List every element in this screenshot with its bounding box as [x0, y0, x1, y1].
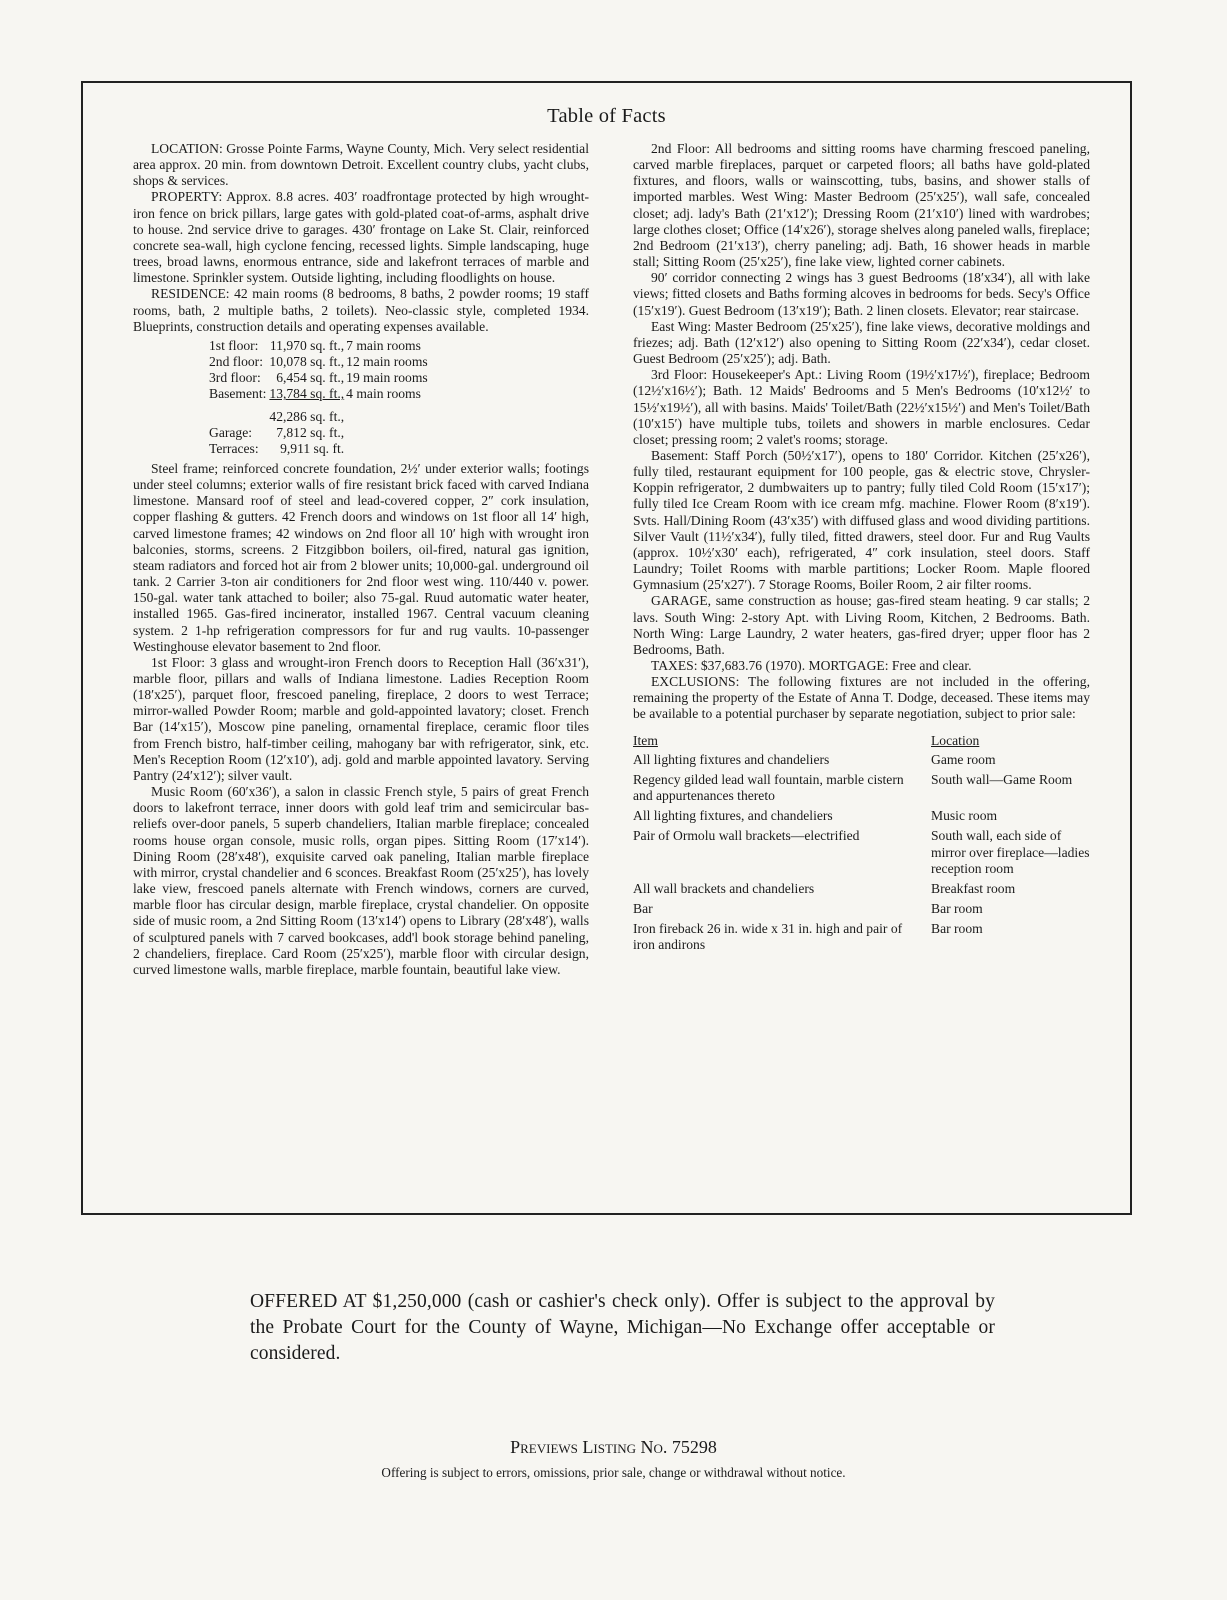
disclaimer: Offering is subject to errors, omissions, prior sale, change or withdrawal without notice.: [381, 1465, 846, 1480]
east-wing-paragraph: East Wing: Master Bedroom (25′x25′), fine lake views, decorative moldings and friezes; adj. Bath (12′x12′) also opening to Sitting Room (22′x34′), cedar closet. Guest Bedroom (25′x25′); adj. Bath.: [633, 318, 1090, 367]
extra-row: Terraces: 9,911 sq. ft.: [209, 440, 345, 456]
property-text: : Approx. 8.8 acres. 403′ roadfrontage protected by high wrought-iron fence on brick pillars, large gates with gold-plated coat-of-arms, asphalt drive to house. 2nd service drive to garages. 430′ frontage on Lake St. Clair, reinforced concrete sea-wall, high cyclone fencing, recessed lights. Simple landscaping, huge trees, broad lawns, enormous entrance, side and lakefront terraces of marble and limestone. Sprinkler system. Outside lighting, including floodlights on house.: [133, 189, 589, 286]
taxes-paragraph: TAXES: $37,683.76 (1970). MORTGAGE: Free and clear.: [651, 658, 972, 673]
construction-paragraph: Steel frame; reinforced concrete foundation, 2½′ under exterior walls; footings under steel columns; exterior walls of fire resistant brick faced with carved Indiana limestone. Mansard roof of steel and lead-covered copper, 2″ cork insulation, copper flashing & gutters. 42 French doors and windows on 1st floor all 14′ high, carved limestone frames; 42 windows on 2nd floor all 10′ high with wrought iron balconies, storms, screens. 2 Fitzgibbon boilers, oil-fired, natural gas ignition, steam radiators and forced hot air from 2 blower units; 10,000-gal. underground oil tank. 2 Carrier 3-ton air conditioners for 2nd floor west wing. 110/440 v. power. 150-gal. water tank attached to boiler; also 75-gal. Ruud automatic water heater, installed 1965. Gas-fired incinerator, installed 1967. Central vacuum cleaning system. 2 1-hp refrigeration compressors for fur and rug vaults. 10-passenger Westinghouse elevator basement to 2nd floor.: [133, 460, 589, 654]
left-column: [133, 141, 589, 978]
location-label: LOCATION: [151, 141, 219, 156]
garage-paragraph: GARAGE, same construction as house; gas-fired steam heating. 9 car stalls; 2 lavs. South Wing: 2-story Apt. with Living Room, Kitchen, 2 Bedrooms. Bath. North Wing: Large Laundry, 2 water heaters, gas-fired dryer; upper floor has 2 Bedrooms, Bath.: [633, 593, 1090, 657]
floor-row: 3rd floor: 6,454 sq. ft., 19 main rooms: [209, 370, 428, 386]
residence-label: RESIDENCE: [151, 286, 226, 302]
residence-text: : 42 main rooms (8 bedrooms, 8 baths, 2 powder rooms; 19 staff rooms, bath, 2 multiple baths, 2 toilets). Neo-classic style, completed 1934. Blueprints, construction details and operating expenses available.: [133, 286, 589, 334]
property-paragraph: [133, 189, 589, 286]
corridor-paragraph: 90′ corridor connecting 2 wings has 3 guest Bedrooms (18′x34′), all with lake views; fitted closets and Baths forming alcoves in bedrooms for beds. Secy's Office (15′x19′). Guest Bedroom (13′x19′); Bath. 2 linen closets. Elevator; rear staircase.: [633, 270, 1090, 318]
right-column: [633, 141, 1090, 957]
table-row: Regency gilded lead wall fountain, marble cistern and appurtenances thereto South wall—Game Room: [633, 771, 1073, 804]
table-row: All wall brackets and chandeliers Breakfast room: [633, 880, 1016, 896]
floor-row: 1st floor: 11,970 sq. ft., 7 main rooms: [209, 337, 421, 353]
basement-paragraph: Basement: Staff Porch (50½′x17′), opens to 180′ Corridor. Kitchen (25′x26′), fully tiled, restaurant equipment for 100 people, gas & electric stove, Chrysler-Koppin refrigerator, 2 dumbwaiters up to pantry; fully tiled Cold Room (15′x17′); fully tiled Ice Cream Room with ice cream mfg. machine. Flower Room (8′x19′). Svts. Hall/Dining Room (43′x35′) with diffused glass and wood dividing partitions. Silver Vault (11½′x34′), fully tiled, fitted drawers, steel door. Fur and Rug Vaults (approx. 10½′x30′ each), refrigerated, 4″ cork insulation, steel doors. Staff Laundry; Toilet Rooms with marble partitions; Locker Room. Maple floored Gymnasium (25′x27′). 7 Storage Rooms, Boiler Room, 2 air filter rooms.: [633, 447, 1090, 593]
music-room-paragraph: Music Room (60′x36′), a salon in classic French style, 5 pairs of great French doors to lakefront terrace, inner doors with gold leaf trim and semicircular bas-reliefs over-door panels, 5 superb chandeliers, Italian marble fireplace; concealed rooms house organ console, music rolls, organ pipes. Sitting Room (17′x14′). Dining Room (28′x48′), exquisite carved oak paneling, Italian marble fireplace with mirror, crystal chandelier and 6 sconces. Breakfast Room (25′x25′), has lovely lake view, frescoed panels alternate with French windows, corners are curved, marble floor has circular design, marble fireplace, crystal chandelier. On opposite side of music room, a 2nd Sitting Room (13′x14′) opens to Library (28′x48′), walls of sculptured panels with 7 carved bookcases, add'l book storage behind paneling, 2 chandeliers, fireplace. Card Room (25′x25′), marble floor with circular design, curved limestone walls, marble fireplace, marble fountain, beautiful lake view.: [133, 784, 589, 977]
offer-statement: OFFERED AT $1,250,000 (cash or cashier's check only). Offer is subject to the approval by the Probate Court for the County of Wayne, Michigan—No Exchange offer acceptable or considered.: [250, 1291, 995, 1364]
residence-paragraph: [133, 286, 589, 334]
page-title: Table of Facts: [547, 105, 666, 127]
location-text: : Grosse Pointe Farms, Wayne County, Mich. Very select residential area approx. 20 min. from downtown Detroit. Excellent country clubs, yacht clubs, shops & services.: [133, 141, 589, 189]
total-row: 42,286 sq. ft.,: [269, 408, 345, 424]
table-row: Iron fireback 26 in. wide x 31 in. high and pair of iron andirons Bar room: [633, 921, 983, 953]
second-floor-paragraph: 2nd Floor: All bedrooms and sitting rooms have charming frescoed paneling, carved marble fireplaces, parquet or carpeted floors; all baths have gold-plated fixtures, and floors, walls or wainscotting, tubs, basins, and shower stalls of imported marbles. West Wing: Master Bedroom (25′x25′), wall safe, concealed closet; adj. lady's Bath (21′x12′); Dressing Room (21′x10′) lined with wardrobes; large clothes closet; Office (14′x26′), storage shelves along paneled walls, fireplace; 2nd Bedroom (21′x13′), cherry paneling; adj. Bath, 16 shower heads in marble stall; Sitting Room (25′x25′), fine lake view, lighted corner cabinets.: [633, 141, 1090, 270]
extra-row: Garage: 7,812 sq. ft.,: [209, 424, 345, 440]
floor-row: 2nd floor: 10,078 sq. ft., 12 main rooms: [209, 354, 428, 370]
exclusions-header: [633, 733, 1093, 751]
table-row: Pair of Ormolu wall brackets—electrified South wall, each side of mirror over fireplace—ladies reception room: [633, 828, 1090, 876]
facts-frame: [81, 81, 1132, 1215]
location-paragraph: [133, 141, 589, 189]
first-floor-paragraph: 1st Floor: 3 glass and wrought-iron French doors to Reception Hall (36′x31′), marble floor, pillars and walls of Indiana limestone. Ladies Reception Room (18′x25′), parquet floor, frescoed paneling, fireplace, 2 doors to west Terrace; mirror-walled Powder Room; marble and gold-appointed lavatory; closet. French Bar (14′x15′), Moscow pine paneling, ornamental fireplace, ceramic floor tiles from French bistro, half-timber ceiling, mahogany bar with refrigerator, sink, etc. Men's Reception Room (12′x10′), adj. gold and marble appointed lavatory. Serving Pantry (24′x12′); silver vault.: [133, 654, 589, 783]
location-header: Location: [931, 732, 980, 748]
floor-row: Basement: 13,784 sq. ft., 4 main rooms: [209, 386, 421, 402]
exclusions-table: [633, 733, 1093, 957]
item-header: Item: [633, 732, 658, 748]
exclusions-paragraph: EXCLUSIONS: The following fixtures are not included in the offering, remaining the property of the Estate of Anna T. Dodge, deceased. These items may be available to a potential purchaser by separate negotiation, subject to prior sale:: [633, 674, 1090, 722]
property-label: PROPERTY: [151, 189, 219, 205]
table-row: All lighting fixtures and chandeliers Game room: [633, 751, 996, 767]
listing-number: Previews Listing No. 75298: [510, 1437, 717, 1457]
table-row: All lighting fixtures, and chandeliers Music room: [633, 808, 998, 824]
table-row: Bar Bar room: [633, 901, 983, 917]
third-floor-paragraph: 3rd Floor: Housekeeper's Apt.: Living Room (19½′x17½′), fireplace; Bedroom (12½′x16½′); Bath. 12 Maids' Bedrooms and 5 Men's Bedrooms (10′x12½′ to 15½′x19½′), all with basins. Maids' Toilet/Bath (22½′x15½′) and Men's Toilet/Bath (10′x15′) have multiple tubs, toilets and showers in marble enclosures. Cedar closet; pressing room; 2 valet's rooms; storage.: [633, 367, 1090, 447]
square-footage-table: [209, 338, 431, 457]
